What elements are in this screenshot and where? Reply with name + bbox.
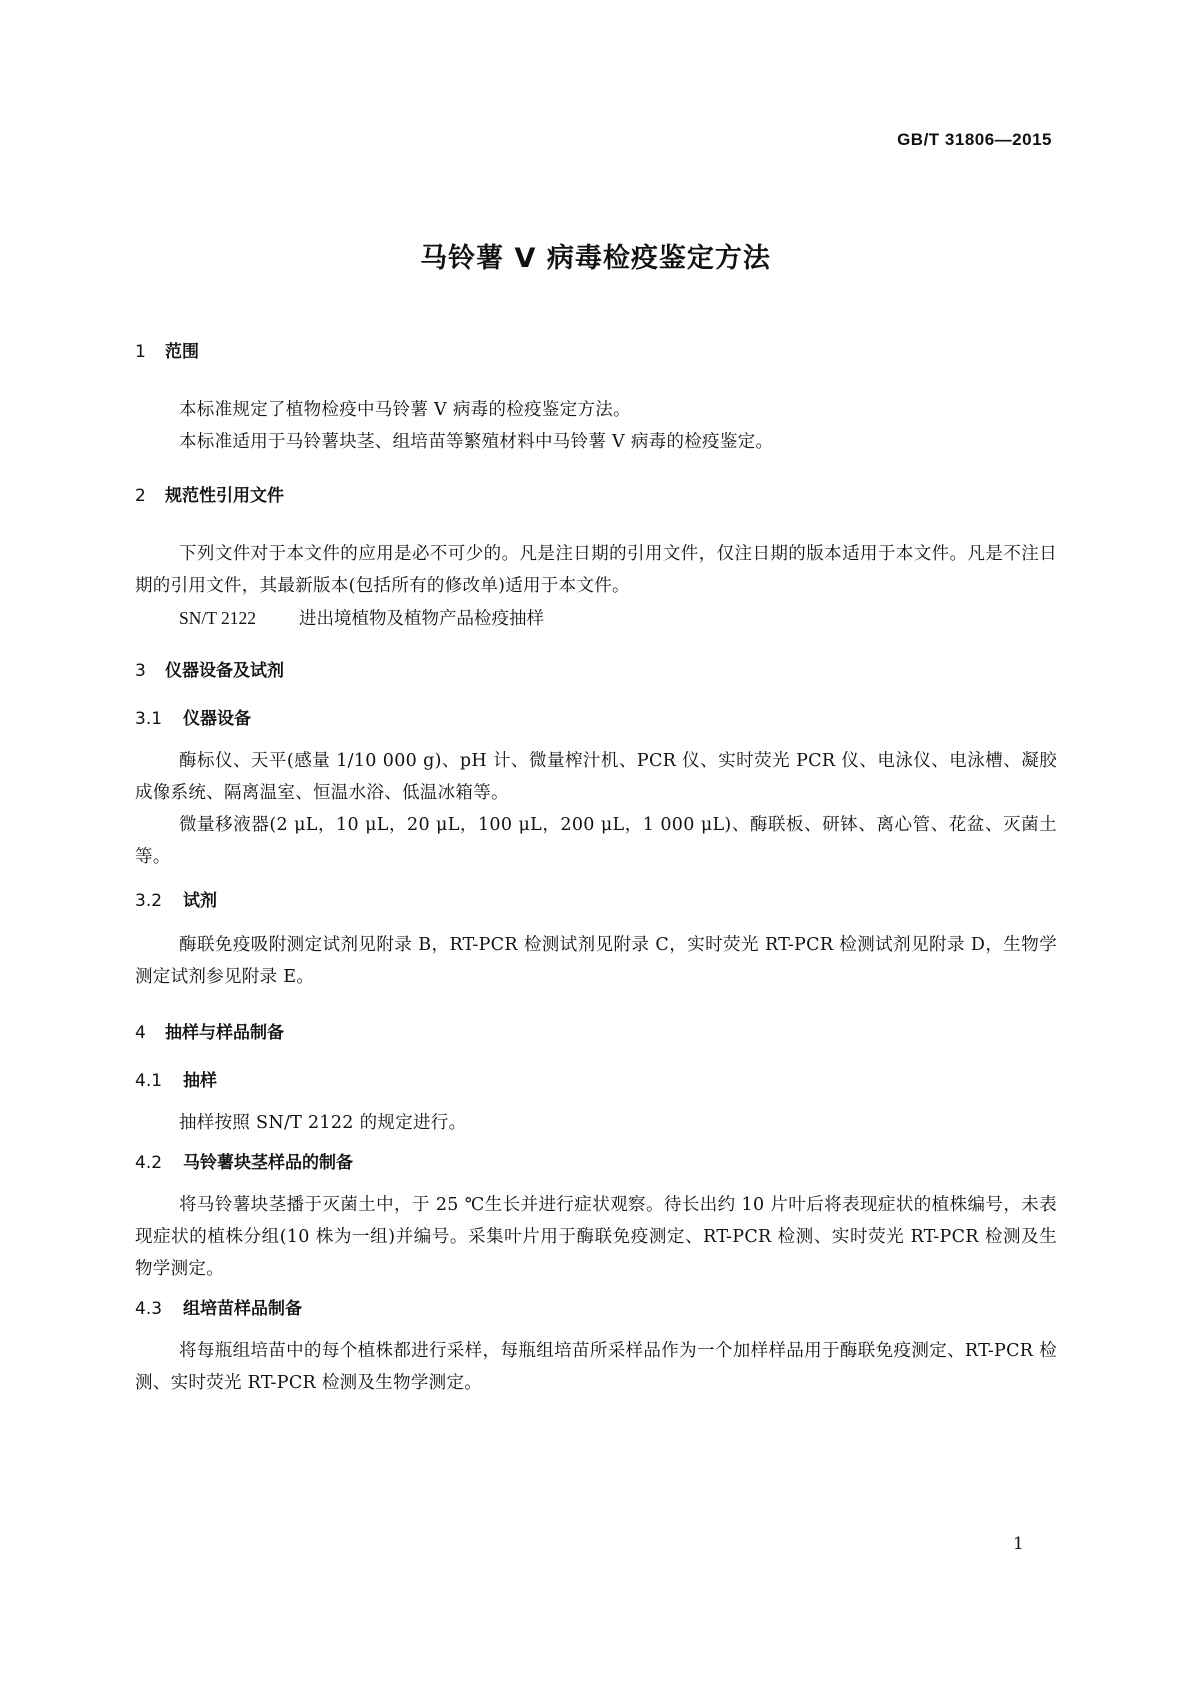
section-4-heading [135,1021,1057,1045]
subsection-number: 3.2 [135,891,163,911]
section-title: 规范性引用文件 [165,486,284,506]
paragraph: 本标准规定了植物检疫中马铃薯 V 病毒的检疫鉴定方法。 [179,400,631,420]
section-number: 1 [135,342,146,362]
subsection-4-3-heading [135,1297,1057,1321]
paragraph: 将每瓶组培苗中的每个植株都进行采样，每瓶组培苗所采样品作为一个加样样品用于酶联免疫测定、RT-PCR 检测、实时荧光 RT-PCR 检测及生物学测定。 [135,1341,1057,1393]
subsection-4-1-heading [135,1069,1057,1093]
section-2-heading [135,484,1057,508]
paragraph: 下列文件对于本文件的应用是必不可少的。凡是注日期的引用文件，仅注日期的版本适用于本文件。凡是不注日期的引用文件，其最新版本(包括所有的修改单)适用于本文件。 [135,544,1057,596]
subsection-title: 马铃薯块茎样品的制备 [183,1153,353,1173]
section-number: 3 [135,661,146,681]
subsection-title: 抽样 [183,1071,217,1091]
reference-title: 进出境植物及植物产品检疫抽样 [299,609,544,629]
subsection-3-1-heading [135,707,1057,731]
section-number: 4 [135,1023,146,1043]
subsection-4-2-heading [135,1151,1057,1175]
paragraph: 酶联免疫吸附测定试剂见附录 B，RT-PCR 检测试剂见附录 C，实时荧光 RT-PCR 检测试剂见附录 D，生物学测定试剂参见附录 E。 [135,935,1057,987]
section-number: 2 [135,486,146,506]
subsection-title: 组培苗样品制备 [183,1299,302,1319]
subsection-number: 4.3 [135,1299,163,1319]
paragraph: 本标准适用于马铃薯块茎、组培苗等繁殖材料中马铃薯 V 病毒的检疫鉴定。 [179,432,774,452]
subsection-number: 4.2 [135,1153,163,1173]
normative-reference [135,602,1057,635]
section-title: 范围 [165,342,199,362]
page-number: 1 [1013,1534,1024,1554]
section-3-heading [135,659,1057,683]
section-1-heading [135,340,1057,364]
subsection-3-2-heading [135,889,1057,913]
subsection-title: 试剂 [183,891,217,911]
document-title: 马铃薯 V 病毒检疫鉴定方法 [420,243,771,274]
paragraph: 抽样按照 SN/T 2122 的规定进行。 [179,1113,467,1133]
document-body [135,340,1057,1399]
subsection-number: 3.1 [135,709,163,729]
section-title: 仪器设备及试剂 [165,661,284,681]
subsection-number: 4.1 [135,1071,163,1091]
paragraph: 将马铃薯块茎播于灭菌土中，于 25 ℃生长并进行症状观察。待长出约 10 片叶后将表现症状的植株编号，未表现症状的植株分组(10 株为一组)并编号。采集叶片用于酶联免疫测定、RT-PCR 检测、实时荧光 RT-PCR 检测及生物学测定。 [135,1195,1057,1279]
reference-code: SN/T 2122 [179,608,256,628]
section-title: 抽样与样品制备 [165,1023,284,1043]
paragraph: 酶标仪、天平(感量 1/10 000 g)、pH 计、微量榨汁机、PCR 仪、实时荧光 PCR 仪、电泳仪、电泳槽、凝胶成像系统、隔离温室、恒温水浴、低温冰箱等。 [135,751,1057,803]
standard-code: GB/T 31806—2015 [897,130,1052,149]
paragraph: 微量移液器(2 μL，10 μL，20 μL，100 μL，200 μL，1 000 μL)、酶联板、研钵、离心管、花盆、灭菌土等。 [135,815,1057,867]
subsection-title: 仪器设备 [183,709,251,729]
